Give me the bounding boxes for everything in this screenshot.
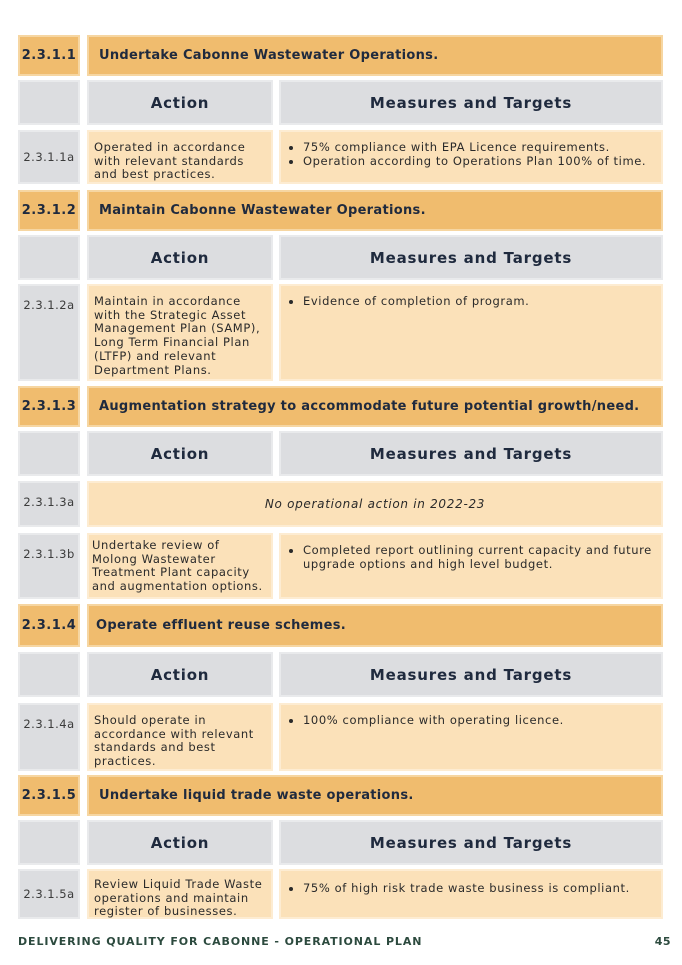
header-spacer bbox=[18, 235, 80, 280]
action-column-header: Action bbox=[87, 820, 273, 865]
footer-title: DELIVERING QUALITY FOR CABONNE - OPERATIONAL PLAN bbox=[18, 935, 423, 948]
measures-cell bbox=[279, 284, 663, 381]
header-spacer bbox=[18, 652, 80, 697]
action-text: Review Liquid Trade Waste operations and maintain register of businesses. bbox=[87, 869, 273, 919]
measures-column-header: Measures and Targets bbox=[279, 431, 663, 476]
section-title: Operate effluent reuse schemes. bbox=[87, 604, 663, 647]
header-spacer bbox=[18, 431, 80, 476]
section-code: 2.3.1.1 bbox=[18, 35, 80, 76]
row-code: 2.3.1.3b bbox=[18, 533, 80, 599]
section-title: Undertake Cabonne Wastewater Operations. bbox=[87, 35, 663, 76]
measures-column-header: Measures and Targets bbox=[279, 235, 663, 280]
row-code: 2.3.1.5a bbox=[18, 869, 80, 919]
measures-cell bbox=[279, 130, 663, 184]
measures-column-header: Measures and Targets bbox=[279, 820, 663, 865]
action-column-header: Action bbox=[87, 235, 273, 280]
section-title: Maintain Cabonne Wastewater Operations. bbox=[87, 190, 663, 231]
header-spacer bbox=[18, 80, 80, 125]
measure-item: • 100% compliance with operating licence. bbox=[303, 713, 655, 727]
page-number: 45 bbox=[654, 935, 671, 948]
action-column-header: Action bbox=[87, 431, 273, 476]
section-code: 2.3.1.3 bbox=[18, 386, 80, 427]
section-code: 2.3.1.4 bbox=[18, 604, 80, 647]
measures-cell bbox=[279, 533, 663, 599]
measures-cell bbox=[279, 703, 663, 771]
action-text: Maintain in accordance with the Strategic Asset Management Plan (SAMP), Long Term Financial Plan (LTFP) and relevant Department Plans. bbox=[87, 284, 273, 381]
action-column-header: Action bbox=[87, 652, 273, 697]
action-text: Should operate in accordance with relevant standards and best practices. bbox=[87, 703, 273, 771]
section-title: Augmentation strategy to accommodate future potential growth/need. bbox=[87, 386, 663, 427]
section-code: 2.3.1.5 bbox=[18, 775, 80, 816]
section-code: 2.3.1.2 bbox=[18, 190, 80, 231]
action-column-header: Action bbox=[87, 80, 273, 125]
measure-item: • Operation according to Operations Plan 100% of time. bbox=[303, 154, 655, 168]
measure-item: • 75% compliance with EPA Licence requirements. bbox=[303, 140, 655, 154]
row-code: 2.3.1.4a bbox=[18, 703, 80, 771]
section-title: Undertake liquid trade waste operations. bbox=[87, 775, 663, 816]
measure-item: • Completed report outlining current capacity and future upgrade options and high level budget. bbox=[303, 543, 655, 571]
measure-item: • 75% of high risk trade waste business is compliant. bbox=[303, 881, 655, 895]
action-text: Operated in accordance with relevant standards and best practices. bbox=[87, 130, 273, 184]
header-spacer bbox=[18, 820, 80, 865]
action-text: Undertake review of Molong Wastewater Treatment Plant capacity and augmentation options. bbox=[87, 533, 273, 599]
row-code: 2.3.1.1a bbox=[18, 130, 80, 184]
measures-cell bbox=[279, 869, 663, 919]
measures-column-header: Measures and Targets bbox=[279, 80, 663, 125]
measure-item: • Evidence of completion of program. bbox=[303, 294, 655, 308]
row-code: 2.3.1.3a bbox=[18, 481, 80, 527]
measures-column-header: Measures and Targets bbox=[279, 652, 663, 697]
no-action-note: No operational action in 2022-23 bbox=[87, 481, 663, 527]
row-code: 2.3.1.2a bbox=[18, 284, 80, 381]
